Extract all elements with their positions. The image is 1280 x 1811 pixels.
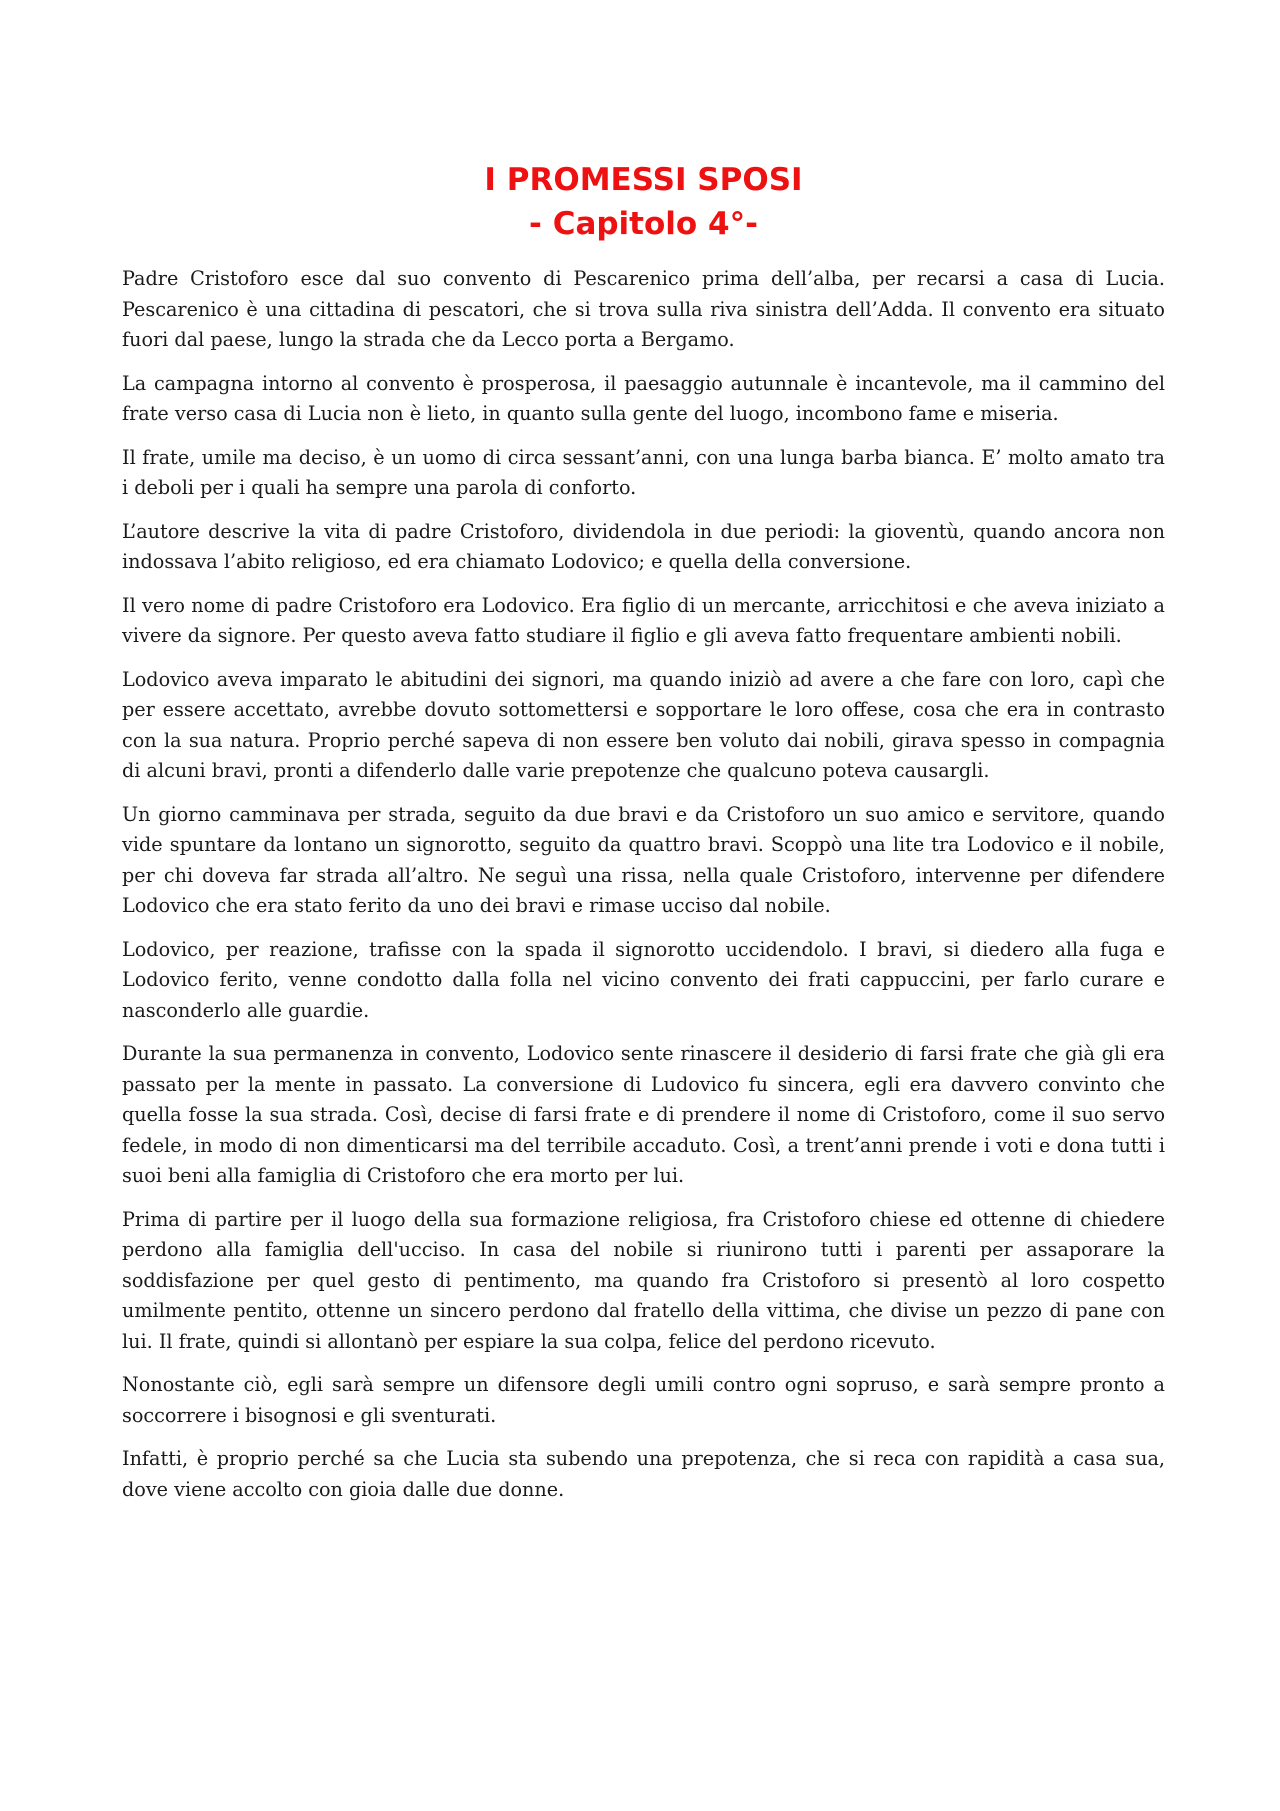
paragraph-12: Infatti, è proprio perché sa che Lucia sta subendo una prepotenza, che si reca con rapidità a casa sua, dove viene accolto con gioia dalle due donne. xyxy=(122,1447,1165,1501)
paragraph-7: Un giorno camminava per strada, seguito da due bravi e da Cristoforo un suo amico e servitore, quando vide spuntare da lontano un signorotto, seguito da quattro bravi. Scoppò una lite tra Lodovico e il nobile, per chi doveva far strada all’altro. Ne seguì una rissa, nella quale Cristoforo, intervenne per difendere Lodovico che era stato ferito da uno dei bravi e rimase ucciso dal nobile. xyxy=(122,802,1165,917)
paragraph-10: Prima di partire per il luogo della sua formazione religiosa, fra Cristoforo chiese ed ottenne di chiedere perdono alla famiglia dell'ucciso. In casa del nobile si riunirono tutti i parenti per assaporare la soddisfazione per quel gesto di pentimento, ma quando fra Cristoforo si presentò al loro cospetto umilmente pentito, ottenne un sincero perdono dal fratello della vittima, che divise un pezzo di pane con lui. Il frate, quindi si allontanò per espiare la sua colpa, felice del perdono ricevuto. xyxy=(122,1207,1165,1353)
chapter-subtitle: - Capitolo 4°- xyxy=(529,206,758,242)
paragraph-1: Padre Cristoforo esce dal suo convento di Pescarenico prima dell’alba, per recarsi a casa di Lucia. Pescarenico è una cittadina di pescatori, che si trova sulla riva sinistra dell’Adda. Il convento era situato fuori dal paese, lungo la strada che da Lecco porta a Bergamo. xyxy=(122,267,1165,351)
paragraph-3: Il frate, umile ma deciso, è un uomo di circa sessant’anni, con una lunga barba bianca. E’ molto amato tra i deboli per i quali ha sempre una parola di conforto. xyxy=(122,445,1165,499)
paragraph-8: Lodovico, per reazione, trafisse con la spada il signorotto uccidendolo. I bravi, si diedero alla fuga e Lodovico ferito, venne condotto dalla folla nel vicino convento dei frati cappuccini, per farlo curare e nasconderlo alle guardie. xyxy=(122,937,1165,1022)
paragraph-5: Il vero nome di padre Cristoforo era Lodovico. Era figlio di un mercante, arricchitosi e che aveva iniziato a vivere da signore. Per questo aveva fatto studiare il figlio e gli aveva fatto frequentare ambienti nobili. xyxy=(122,593,1165,647)
paragraph-2: La campagna intorno al convento è prosperosa, il paesaggio autunnale è incantevole, ma il cammino del frate verso casa di Lucia non è lieto, in quanto sulla gente del luogo, incombono fame e miseria. xyxy=(122,371,1165,425)
paragraph-9: Durante la sua permanenza in convento, Lodovico sente rinascere il desiderio di farsi frate che già gli era passato per la mente in passato. La conversione di Ludovico fu sincera, egli era davvero convinto che quella fosse la sua strada. Così, decise di farsi frate e di prendere il nome di Cristoforo, come il suo servo fedele, in modo di non dimenticarsi ma del terribile accaduto. Così, a trent’anni prende i voti e dona tutti i suoi beni alla famiglia di Cristoforo che era morto per lui. xyxy=(122,1042,1165,1187)
paragraph-4: L’autore descrive la vita di padre Cristoforo, dividendola in due periodi: la gioventù, quando ancora non indossava l’abito religioso, ed era chiamato Lodovico; e quella della conversione. xyxy=(122,519,1165,573)
paragraph-11: Nonostante ciò, egli sarà sempre un difensore degli umili contro ogni sopruso, e sarà sempre pronto a soccorrere i bisognosi e gli sventurati. xyxy=(122,1373,1165,1427)
paragraph-6: Lodovico aveva imparato le abitudini dei signori, ma quando iniziò ad avere a che fare con loro, capì che per essere accettato, avrebbe dovuto sottomettersi e sopportare le loro offese, cosa che era in contrasto con la sua natura. Proprio perché sapeva di non essere ben voluto dai nobili, girava spesso in compagnia di alcuni bravi, pronti a difenderlo dalle varie prepotenze che qualcuno poteva causargli. xyxy=(122,667,1165,782)
document-title: I PROMESSI SPOSI xyxy=(484,162,803,198)
document-page xyxy=(122,158,1165,1518)
